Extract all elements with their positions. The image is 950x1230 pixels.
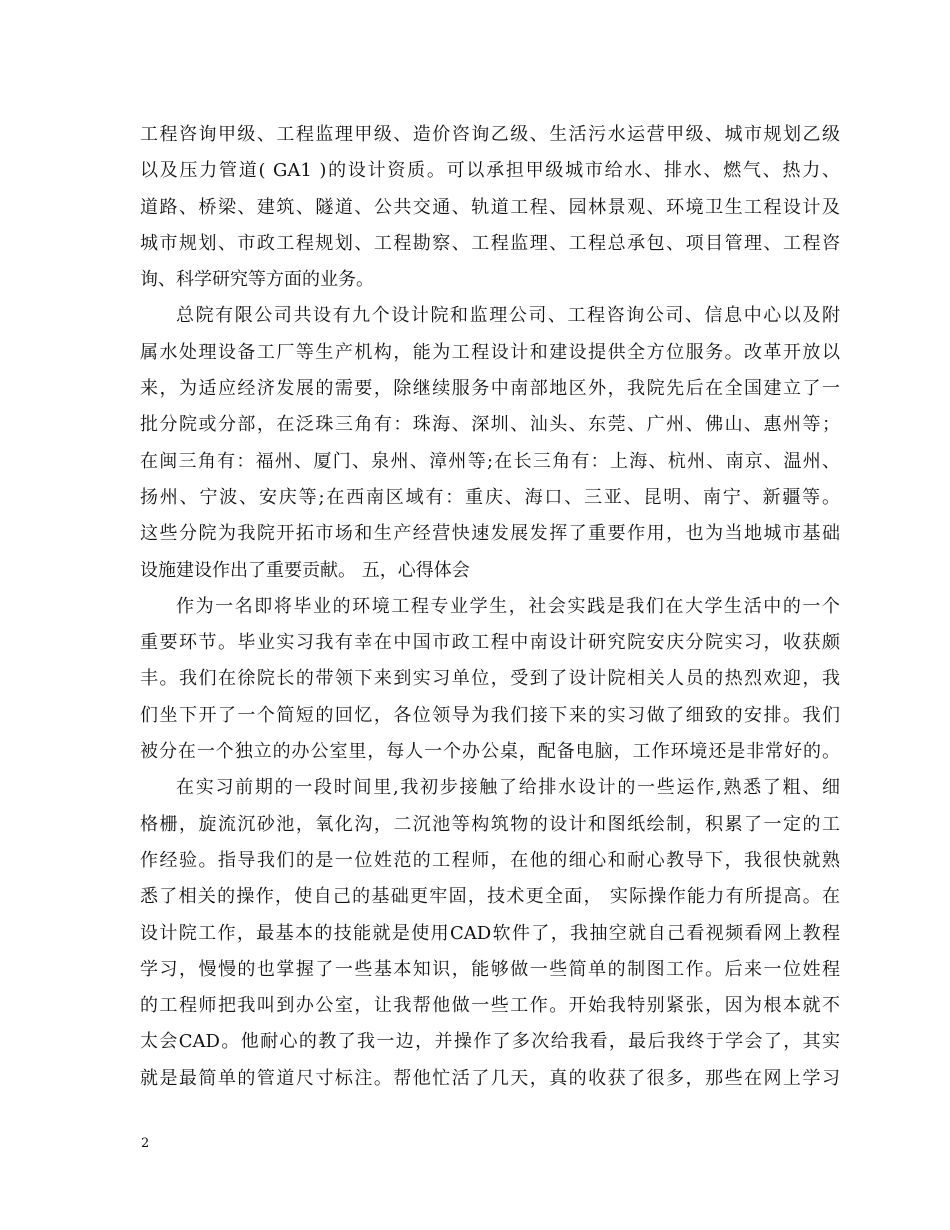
text-line: 在闽三角有：福州、厦门、泉州、漳州等;在长三角有：上海、杭州、南京、温州、 [140,450,840,472]
text-line: 总院有限公司共设有九个设计院和监理公司、工程咨询公司、信息中心以及附 [176,305,840,327]
text-line: 作为一名即将毕业的环境工程专业学生，社会实践是我们在大学生活中的一个 [176,595,840,617]
text-line: 的工程师把我叫到办公室，让我帮他做一些工作。开始我特别紧张，因为根本就不 [140,995,840,1017]
text-line: 在实习前期的一段时间里,我初步接触了给排水设计的一些运作,熟悉了粗、细 [176,777,840,799]
text-line: 道路、桥梁、建筑、隧道、公共交通、轨道工程、园林景观、环境卫生工程设计及 [140,196,840,218]
body-text [140,117,840,1097]
text-line: 批分院或分部，在泛珠三角有：珠海、深圳、汕头、东莞、广州、佛山、惠州等； [140,414,840,436]
text-line: 太会CAD。他耐心的教了我一边，并操作了多次给我看，最后我终于学会了，其实 [140,1031,840,1053]
text-line: 就是最简单的管道尺寸标注。帮他忙活了几天，真的收获了很多，那些在网上学习 [140,1067,840,1089]
text-line: 以及压力管道( GA1 )的设计资质。可以承担甲级城市给水、排水、燃气、热力、 [140,160,840,182]
text-line: 扬州、宁波、安庆等;在西南区域有：重庆、海口、三亚、昆明、南宁、新疆等。 [140,486,840,508]
text-line: 作经验。指导我们的是一位姓范的工程师，在他的细心和耐心教导下，我很快就熟 [140,849,840,871]
text-line: 属水处理设备工厂等生产机构，能为工程设计和建设提供全方位服务。改革开放以 [140,341,840,363]
text-line: 丰。我们在徐院长的带领下来到实习单位，受到了设计院相关人员的热烈欢迎，我 [140,668,840,690]
text-line: 格栅，旋流沉砂池，氧化沟，二沉池等构筑物的设计和图纸绘制，积累了一定的工 [140,813,840,835]
text-line: 学习，慢慢的也掌握了一些基本知识，能够做一些简单的制图工作。后来一位姓程 [140,958,840,980]
text-line: 询、科学研究等方面的业务。 [140,269,374,291]
text-line: 重要环节。毕业实习我有幸在中国市政工程中南设计研究院安庆分院实习，收获颇 [140,632,840,654]
text-line: 设施建设作出了重要贡献。 五，心得体会 [140,559,470,581]
text-line: 们坐下开了一个简短的回忆，各位领导为我们接下来的实习做了细致的安排。我们 [140,704,840,726]
text-line: 城市规划、市政工程规划、工程勘察、工程监理、工程总承包、项目管理、工程咨 [140,232,840,254]
page-number: 2 [141,1136,150,1151]
text-line: 这些分院为我院开拓市场和生产经营快速发展发挥了重要作用，也为当地城市基础 [140,523,840,545]
text-line: 被分在一个独立的办公室里，每人一个办公桌，配备电脑，工作环境还是非常好的。 [140,741,840,763]
text-line: 来，为适应经济发展的需要，除继续服务中南部地区外，我院先后在全国建立了一 [140,378,840,400]
text-line: 设计院工作，最基本的技能就是使用CAD软件了，我抽空就自己看视频看网上教程 [140,922,840,944]
text-line: 悉了相关的操作，使自己的基础更牢固，技术更全面， 实际操作能力有所提高。在 [140,886,840,908]
text-line: 工程咨询甲级、工程监理甲级、造价咨询乙级、生活污水运营甲级、城市规划乙级 [140,124,840,145]
